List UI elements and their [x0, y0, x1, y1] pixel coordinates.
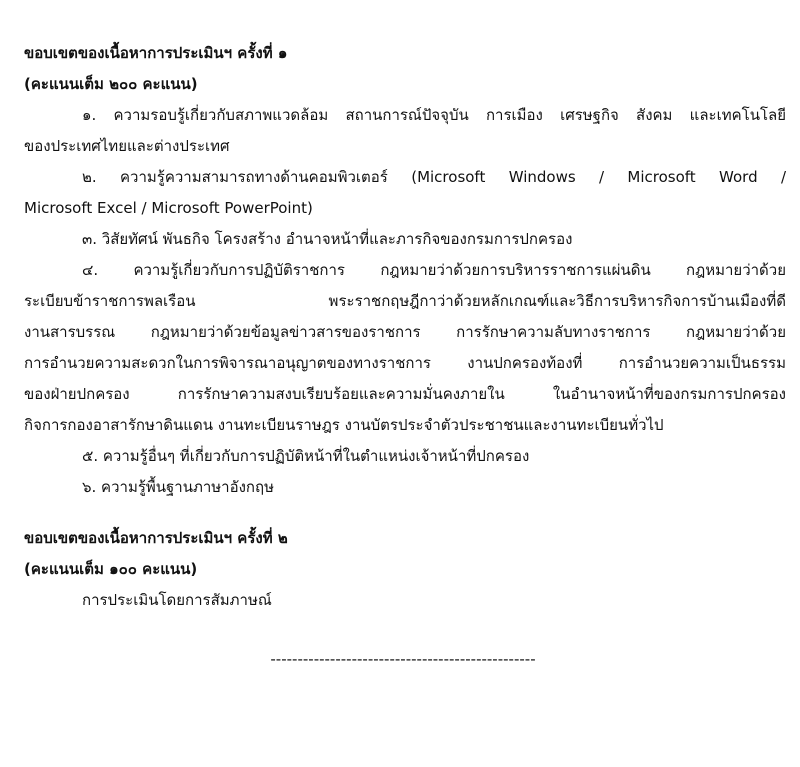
- section2-score: (คะแนนเต็ม ๑๐๐ คะแนน): [24, 560, 198, 578]
- item4-line2: ระเบียบข้าราชการพลเรือน พระราชกฤษฎีกาว่าด้วยหลักเกณฑ์และวิธีการบริหารกิจการบ้านเมืองที่ดี: [24, 292, 786, 310]
- item4-line6: กิจการกองอาสารักษาดินแดน งานทะเบียนราษฎร งานบัตรประจำตัวประชาชนและงานทะเบียนทั่วไป: [24, 416, 664, 434]
- item6-line1: ๖. ความรู้พื้นฐานภาษาอังกฤษ: [82, 478, 274, 496]
- section2-heading: ขอบเขตของเนื้อหาการประเมินฯ ครั้งที่ ๒: [24, 529, 288, 547]
- item2-line2: Microsoft Excel / Microsoft PowerPoint): [24, 199, 313, 217]
- item4-line5: ของฝ่ายปกครอง การรักษาความสงบเรียบร้อยและความมั่นคงภายใน ในอำนาจหน้าที่ของกรมการปกครอง: [24, 385, 786, 403]
- item4-line3: งานสารบรรณ กฎหมายว่าด้วยข้อมูลข่าวสารของราชการ การรักษาความลับทางราชการ กฎหมายว่าด้วย: [24, 323, 786, 341]
- separator-line: -------------------------------------------------: [270, 650, 536, 668]
- section-gap: [24, 503, 786, 523]
- item4-line4: การอำนวยความสะดวกในการพิจารณาอนุญาตของทางราชการ งานปกครองท้องที่ การอำนวยความเป็นธรรม: [24, 354, 786, 372]
- item1-line1: ๑. ความรอบรู้เกี่ยวกับสภาพแวดล้อม สถานการณ์ปัจจุบัน การเมือง เศรษฐกิจ สังคม และเทคโนโลยี: [82, 106, 786, 124]
- section1-heading: ขอบเขตของเนื้อหาการประเมินฯ ครั้งที่ ๑: [24, 44, 288, 62]
- item1-line2: ของประเทศไทยและต่างประเทศ: [24, 137, 230, 155]
- section2-body: การประเมินโดยการสัมภาษณ์: [82, 591, 272, 609]
- item5-line1: ๕. ความรู้อื่นๆ ที่เกี่ยวกับการปฏิบัติหน้าที่ในตำแหน่งเจ้าหน้าที่ปกครอง: [82, 447, 530, 465]
- section1-score: (คะแนนเต็ม ๒๐๐ คะแนน): [24, 75, 198, 93]
- item4-line1: ๔. ความรู้เกี่ยวกับการปฏิบัติราชการ กฎหมายว่าด้วยการบริหารราชการแผ่นดิน กฎหมายว่าด้วย: [82, 261, 786, 279]
- item3-line1: ๓. วิสัยทัศน์ พันธกิจ โครงสร้าง อำนาจหน้าที่และภารกิจของกรมการปกครอง: [82, 230, 573, 248]
- item2-line1: ๒. ความรู้ความสามารถทางด้านคอมพิวเตอร์ (Microsoft Windows / Microsoft Word /: [82, 168, 786, 186]
